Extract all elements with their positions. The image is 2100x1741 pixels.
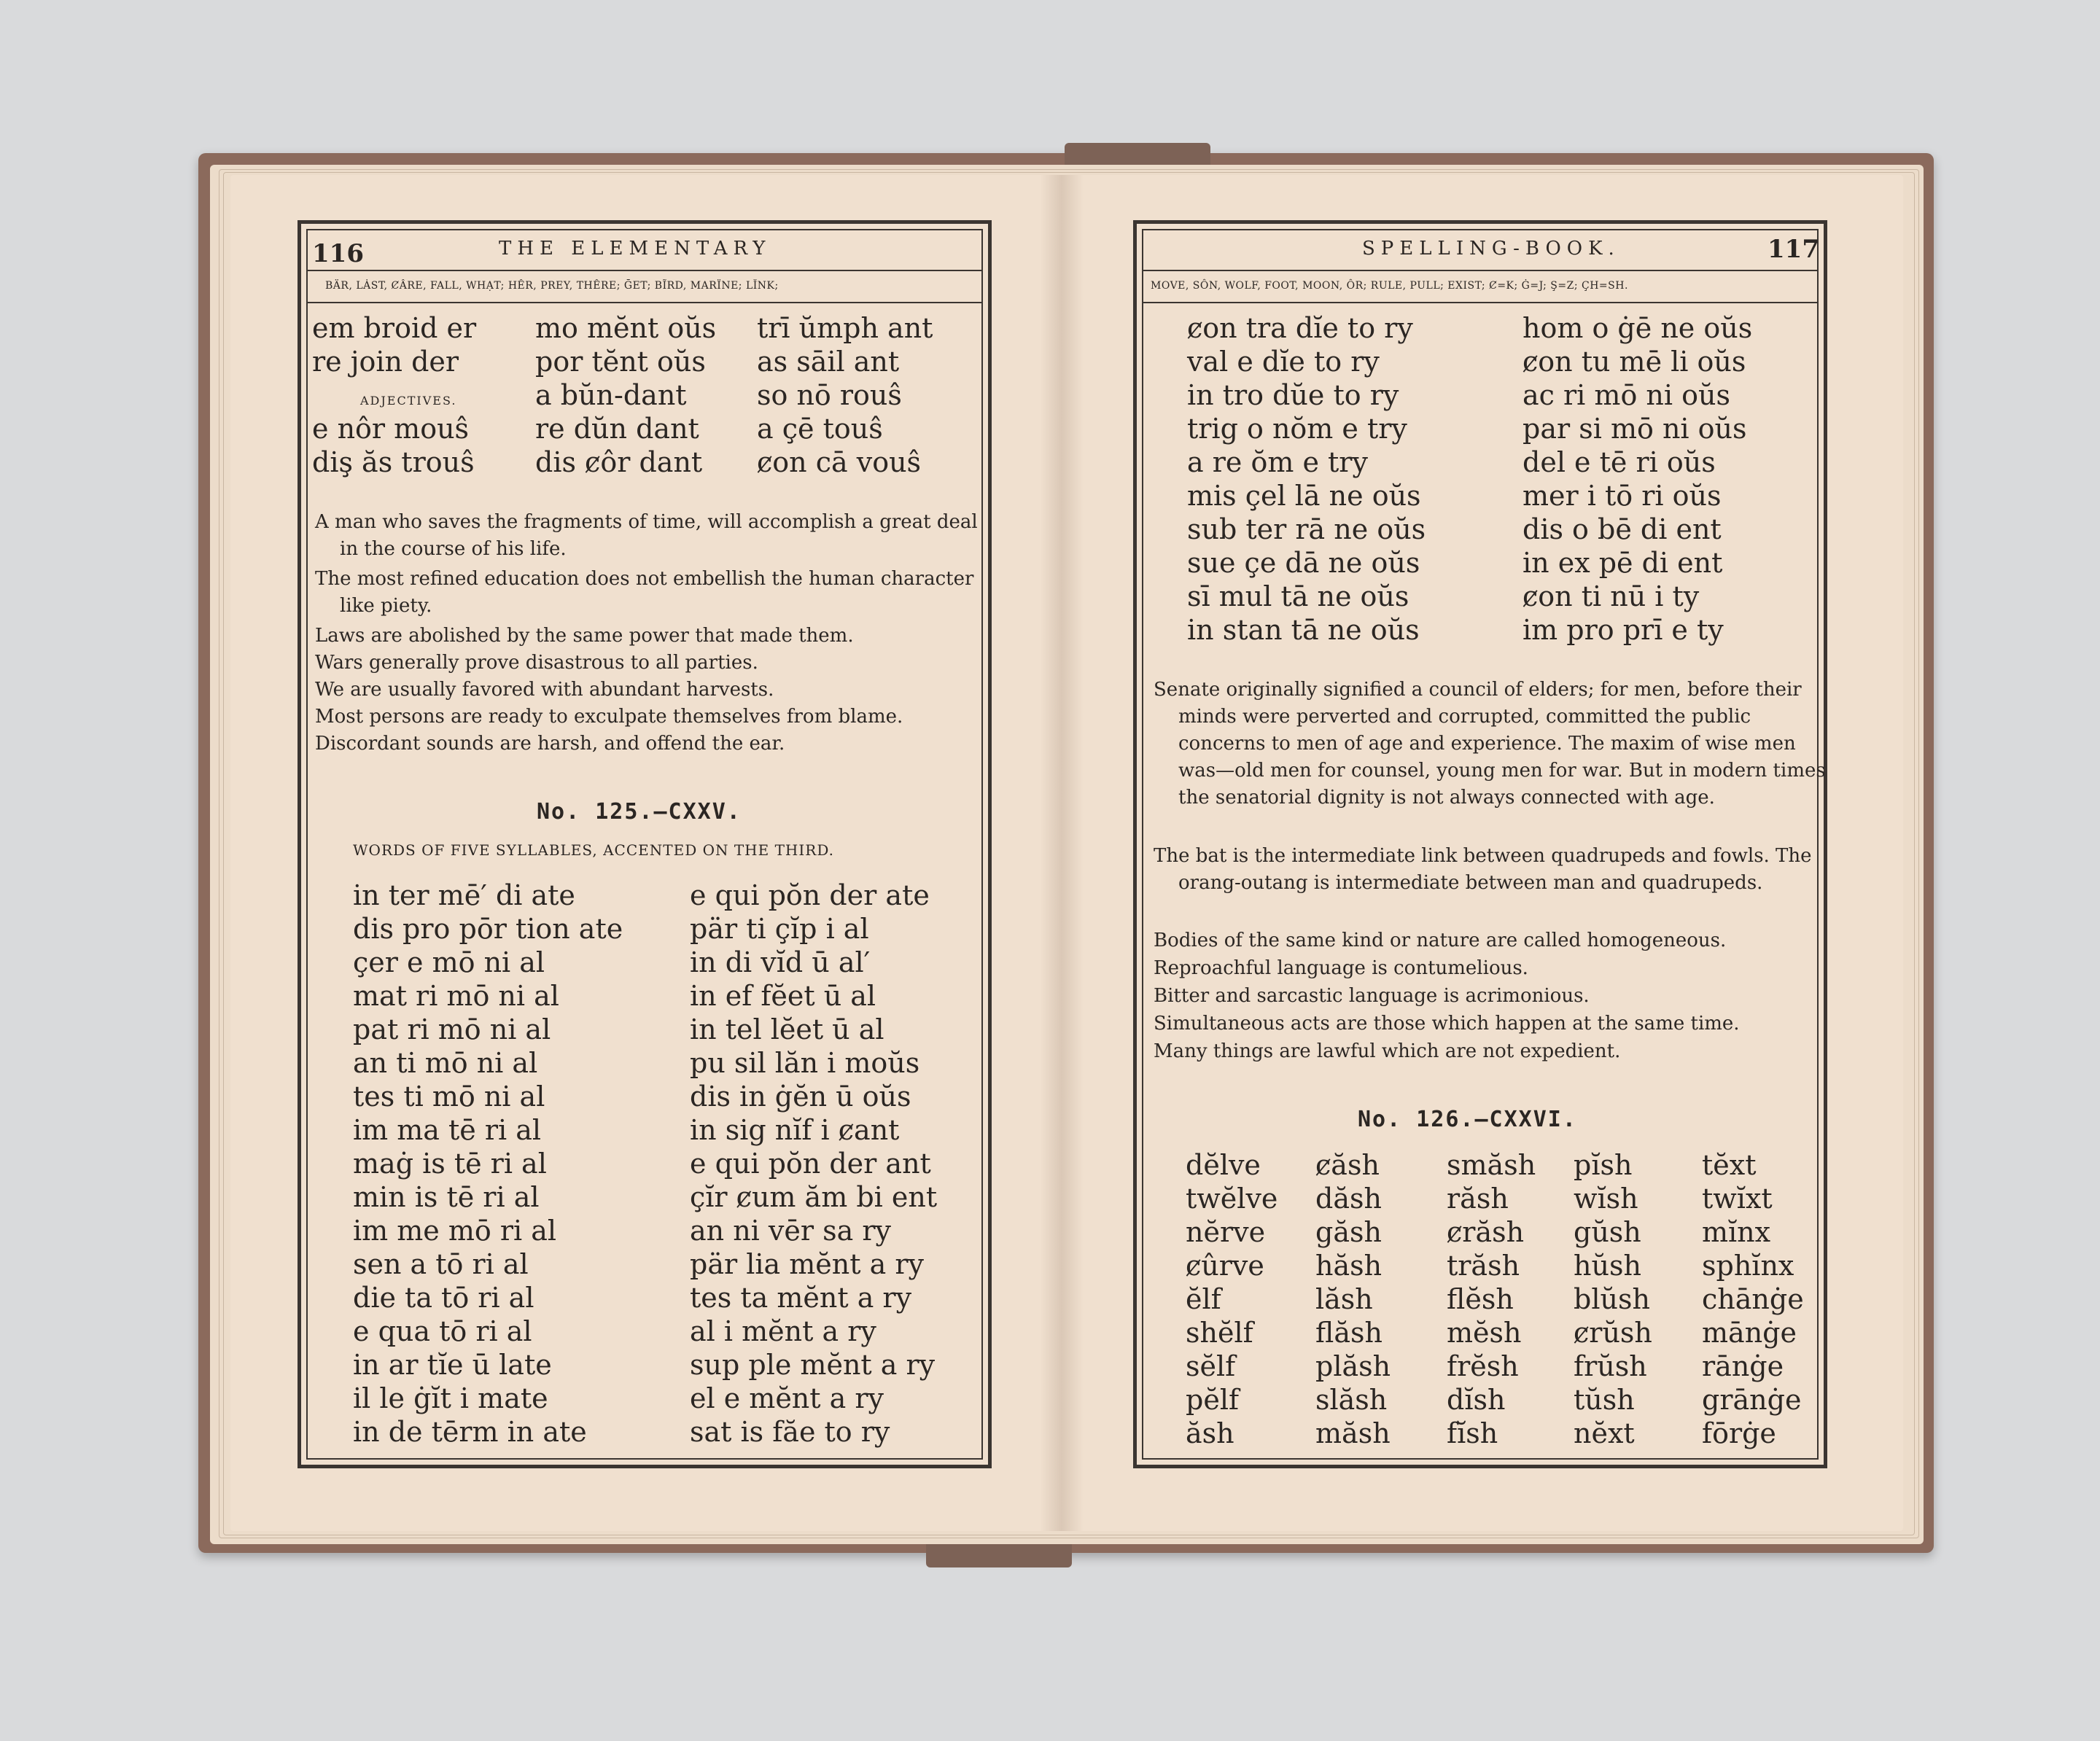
word: in ter mē′ di ate — [353, 879, 575, 911]
word: pat ri mō ni al — [353, 1013, 551, 1045]
word: flăsh — [1315, 1317, 1382, 1349]
sentence: A man who saves the fragments of time, will accomplish a great deal in the course of his life. — [315, 511, 978, 560]
word: blŭsh — [1574, 1283, 1650, 1315]
header-rule — [306, 302, 983, 303]
word: in de tērm in ate — [353, 1416, 587, 1448]
word: fōrġe — [1702, 1417, 1776, 1449]
word: dis in ġĕn ū oŭs — [690, 1080, 911, 1113]
sentence: Many things are lawful which are not expedient. — [1154, 1040, 1621, 1062]
word: min is tē ri al — [353, 1181, 540, 1213]
word: re dŭn dant — [535, 413, 699, 445]
word: in ef fĕet ū al — [690, 980, 876, 1012]
word: ȼûrve — [1186, 1250, 1264, 1282]
word: trī ŭmph ant — [757, 312, 933, 344]
word: dĭsh — [1447, 1384, 1506, 1416]
word: sen a tō ri al — [353, 1248, 529, 1280]
word: sphĭnx — [1702, 1250, 1794, 1282]
word: por tĕnt oŭs — [535, 346, 706, 378]
word: ȼon ti nū i ty — [1522, 580, 1700, 612]
word: ȼon tu mē li oŭs — [1522, 346, 1746, 378]
word: im me mō ri al — [353, 1215, 557, 1247]
word: răsh — [1447, 1183, 1509, 1215]
word: dis ȼôr dant — [535, 446, 703, 478]
word: maġ is tē ri al — [353, 1148, 547, 1180]
word: dĕlve — [1186, 1149, 1261, 1181]
lesson-title: No. 126.—CXXVI. — [1358, 1107, 1577, 1132]
sentence: We are usually favored with abundant harvests. — [315, 679, 774, 701]
word: shĕlf — [1186, 1317, 1253, 1349]
word: rānġe — [1702, 1350, 1784, 1382]
sentence: Reproachful language is contumelious. — [1154, 957, 1528, 979]
pronunciation-key: MOVE, SÔN, WOLF, FOOT, MOON, ÔR; RULE, PULL; EXIST; Ȼ=K; Ġ=J; Ş=Z; ÇH=SH. — [1151, 280, 1628, 292]
word: ȼon tra dĭe to ry — [1187, 312, 1413, 344]
word: mo mĕnt oŭs — [535, 312, 717, 344]
word: mĭnx — [1702, 1216, 1771, 1248]
word: in stan tā ne oŭs — [1187, 614, 1420, 646]
word: im ma tē ri al — [353, 1114, 542, 1146]
header-rule — [1142, 270, 1819, 271]
header-rule — [1142, 302, 1819, 303]
word: al i mĕnt a ry — [690, 1315, 876, 1347]
word: an ti mō ni al — [353, 1047, 538, 1079]
sentence: Simultaneous acts are those which happen at the same time. — [1154, 1013, 1740, 1035]
sentence: Laws are abolished by the same power that made them. — [315, 625, 854, 647]
word: çĭr ȼum ăm bi ent — [690, 1181, 938, 1213]
word: sĕlf — [1186, 1350, 1236, 1382]
word: hŭsh — [1574, 1250, 1641, 1282]
word: mĕsh — [1447, 1317, 1522, 1349]
word: smăsh — [1447, 1149, 1536, 1181]
sentence: Most persons are ready to exculpate themselves from blame. — [315, 706, 903, 728]
sentence: Bitter and sarcastic language is acrimonious. — [1154, 985, 1590, 1007]
word: hăsh — [1315, 1250, 1382, 1282]
word: re join der — [312, 346, 459, 378]
word: so nō rouŝ — [757, 379, 902, 411]
word: a re ŏm e try — [1187, 446, 1368, 478]
word: a çē touŝ — [757, 413, 883, 445]
word: e qua tō ri al — [353, 1315, 532, 1347]
word: ȼăsh — [1315, 1149, 1380, 1181]
pronunciation-key: BÄR, LȦST, ȻÂRE, FALL, WHẠT; HÊR, PREY, THÊRE; ḠET; BĨRD, MARÏNE; LĬNK; — [325, 280, 779, 292]
word: e qui pŏn der ate — [690, 879, 930, 911]
word: hom o ġē ne oŭs — [1522, 312, 1753, 344]
sentence: Discordant sounds are harsh, and offend the ear. — [315, 733, 785, 755]
sentence: The bat is the intermediate link between quadrupeds and fowls. The orang-outang is intermediate between man and quadrupeds. — [1154, 845, 1812, 894]
word: ac ri mō ni oŭs — [1522, 379, 1730, 411]
word: mer i tō ri oŭs — [1522, 480, 1722, 512]
word: slăsh — [1315, 1384, 1388, 1416]
adjectives-label: ADJECTIVES. — [360, 394, 457, 408]
word: frŭsh — [1574, 1350, 1647, 1382]
running-head: THE ELEMENTARY — [499, 238, 771, 260]
sentence: Bodies of the same kind or nature are called homogeneous. — [1154, 930, 1727, 951]
word: pär lia mĕnt a ry — [690, 1248, 924, 1280]
word: ȼon cā vouŝ — [757, 446, 922, 478]
word: sue çe dā ne oŭs — [1187, 547, 1420, 579]
header-rule — [306, 270, 983, 271]
word: ȼrŭsh — [1574, 1317, 1652, 1349]
sentence: Senate originally signified a council of elders; for men, before their minds were perverted and corrupted, committed the public concerns to men of age and experience. The maxim of wise men was—old men for counsel, young men for war. But in modern times the senatorial dignity is not always connected with age. — [1154, 679, 1826, 809]
word: tes ti mō ni al — [353, 1080, 545, 1113]
word: tes ta mĕnt a ry — [690, 1282, 912, 1314]
word: sub ter rā ne oŭs — [1187, 513, 1426, 545]
word: trăsh — [1447, 1250, 1520, 1282]
word: plăsh — [1315, 1350, 1391, 1382]
word: flĕsh — [1447, 1283, 1514, 1315]
word: mānġe — [1702, 1317, 1797, 1349]
word: gŭsh — [1574, 1216, 1641, 1248]
word: grānġe — [1702, 1384, 1802, 1416]
word: em broid er — [312, 312, 477, 344]
word: găsh — [1315, 1216, 1382, 1248]
word: tĕxt — [1702, 1149, 1757, 1181]
lesson-subtitle: WORDS OF FIVE SYLLABLES, ACCENTED ON THE THIRD. — [353, 841, 834, 859]
word: e qui pŏn der ant — [690, 1148, 931, 1180]
word: par si mō ni oŭs — [1522, 413, 1747, 445]
word: mis çel lā ne oŭs — [1187, 480, 1421, 512]
word: as sāil ant — [757, 346, 900, 378]
word: im pro prī e ty — [1522, 614, 1724, 646]
word: nĕxt — [1574, 1417, 1635, 1449]
word: in sig nĭf i ȼant — [690, 1114, 900, 1146]
word: diş ăs trouŝ — [312, 446, 475, 478]
word: măsh — [1315, 1417, 1391, 1449]
word: in ex pē di ent — [1522, 547, 1723, 579]
word: il le ġĭt i mate — [353, 1382, 548, 1414]
word: mat ri mō ni al — [353, 980, 559, 1012]
word: wĭsh — [1574, 1183, 1638, 1215]
word: twĕlve — [1186, 1183, 1278, 1215]
word: dis pro pōr tion ate — [353, 913, 623, 945]
word: chānġe — [1702, 1283, 1804, 1315]
word: fĭsh — [1447, 1417, 1498, 1449]
page-number: 117 — [1768, 235, 1819, 264]
word: trig o nŏm e try — [1187, 413, 1407, 445]
word: pu sil lăn i moŭs — [690, 1047, 920, 1079]
word: tŭsh — [1574, 1384, 1635, 1416]
word: ȼrăsh — [1447, 1216, 1525, 1248]
word: twĭxt — [1702, 1183, 1773, 1215]
word: an ni vēr sa ry — [690, 1215, 891, 1247]
word: in ar tĭe ū late — [353, 1349, 552, 1381]
word: çer e mō ni al — [353, 946, 545, 978]
word: in di vĭd ū al′ — [690, 946, 871, 978]
word: pär ti çĭp i al — [690, 913, 869, 945]
word: ĕlf — [1186, 1283, 1221, 1315]
word: in tel lĕet ū al — [690, 1013, 884, 1045]
word: ăsh — [1186, 1417, 1234, 1449]
running-head: SPELLING-BOOK. — [1362, 238, 1620, 260]
word: sat is făe to ry — [690, 1416, 890, 1448]
word: nĕrve — [1186, 1216, 1266, 1248]
word: sī mul tā ne oŭs — [1187, 580, 1409, 612]
word: die ta tō ri al — [353, 1282, 534, 1314]
word: pĭsh — [1574, 1149, 1633, 1181]
word: frĕsh — [1447, 1350, 1519, 1382]
word: e nôr mouŝ — [312, 413, 470, 445]
sentence: The most refined education does not embellish the human character like piety. — [315, 568, 974, 617]
word: val e dĭe to ry — [1187, 346, 1380, 378]
lesson-title: No. 125.—CXXV. — [537, 799, 742, 825]
sentence: Wars generally prove disastrous to all parties. — [315, 652, 758, 674]
word: dis o bē di ent — [1522, 513, 1722, 545]
word: sup ple mĕnt a ry — [690, 1349, 936, 1381]
word: a bŭn-dant — [535, 379, 687, 411]
word: dăsh — [1315, 1183, 1382, 1215]
word: el e mĕnt a ry — [690, 1382, 884, 1414]
page-number: 116 — [312, 239, 364, 268]
word: pĕlf — [1186, 1384, 1240, 1416]
word: del e tē ri oŭs — [1522, 446, 1716, 478]
word: in tro dŭe to ry — [1187, 379, 1399, 411]
word: lăsh — [1315, 1283, 1373, 1315]
book-gutter — [1040, 175, 1084, 1531]
